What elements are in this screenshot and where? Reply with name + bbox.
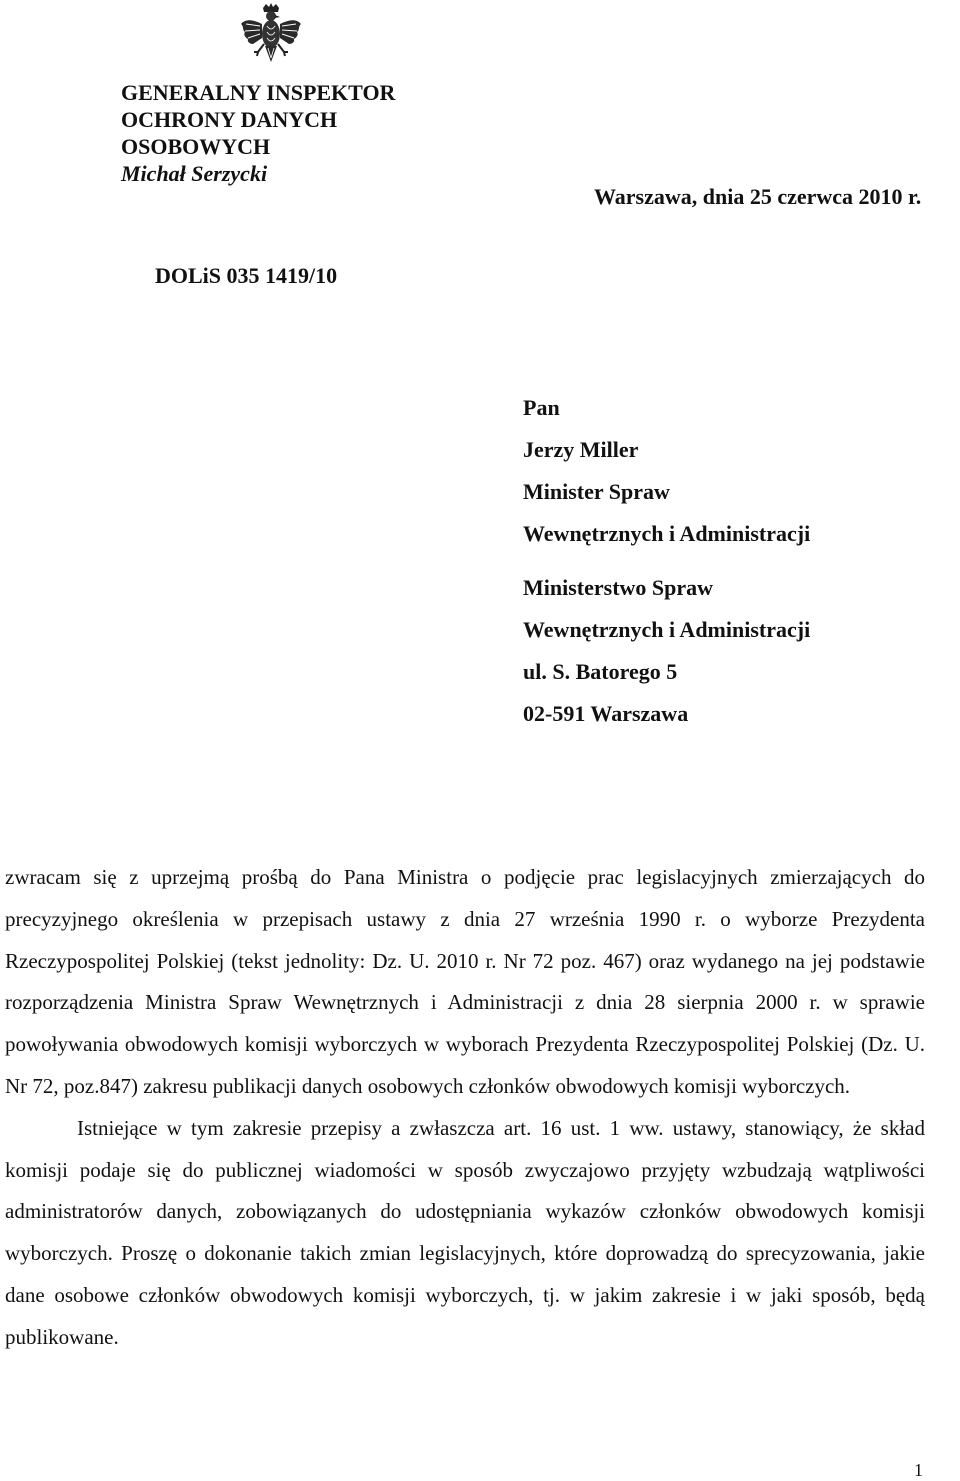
recipient-institution-2: Wewnętrznych i Administracji bbox=[523, 617, 811, 642]
emblem bbox=[238, 2, 304, 68]
polish-eagle-emblem-icon bbox=[238, 2, 304, 68]
recipient-title-2: Wewnętrznych i Administracji bbox=[523, 521, 811, 546]
page-number: 1 bbox=[914, 1460, 923, 1480]
recipient-street: ul. S. Batorego 5 bbox=[523, 659, 678, 684]
reference-number: DOLiS 035 1419/10 bbox=[155, 263, 338, 288]
recipient-salutation: Pan bbox=[523, 395, 560, 420]
recipient-title-1: Minister Spraw bbox=[523, 479, 670, 504]
recipient-block bbox=[523, 387, 810, 735]
recipient-name: Jerzy Miller bbox=[523, 437, 639, 462]
body-paragraph-2: Istniejące w tym zakresie przepisy a zwłaszcza art. 16 ust. 1 ww. ustawy, stanowiący, że skład komisji podaje się do publicznej wiadomości w sposób zwyczajowo przyjęty wzbudzają wątpliwości administratorów danych, zobowiązanych do udostępniania wykazów członków obwodowych komisji wyborczych. Proszę o dokonanie takich zmian legislacyjnych, które doprowadzą do sprecyzowania, jakie dane osobowe członków obwodowych komisji wyborczych, tj. w jakim zakresie i w jaki sposób, będą publikowane. bbox=[5, 1115, 925, 1349]
letter-body bbox=[5, 857, 925, 1359]
recipient-spacer bbox=[523, 555, 810, 567]
sender-block bbox=[121, 79, 395, 187]
sender-name: Michał Serzycki bbox=[121, 161, 268, 186]
recipient-institution-1: Ministerstwo Spraw bbox=[523, 575, 714, 600]
sender-line-2: OCHRONY DANYCH bbox=[121, 107, 338, 132]
sender-line-1: GENERALNY INSPEKTOR bbox=[121, 80, 396, 105]
sender-line-3: OSOBOWYCH bbox=[121, 134, 271, 159]
letter-date: Warszawa, dnia 25 czerwca 2010 r. bbox=[594, 184, 922, 209]
body-paragraph-1: zwracam się z uprzejmą prośbą do Pana Ministra o podjęcie prac legislacyjnych zmierzających do precyzyjnego określenia w przepisach ustawy z dnia 27 września 1990 r. o wyborze Prezydenta Rzeczypospolitej Polskiej (tekst jednolity: Dz. U. 2010 r. Nr 72 poz. 467) oraz wydanego na jej podstawie rozporządzenia Ministra Spraw Wewnętrznych i Administracji z dnia 28 sierpnia 2000 r. w sprawie powoływania obwodowych komisji wyborczych w wyborach Prezydenta Rzeczypospolitej Polskiej (Dz. U. Nr 72, poz.847) zakresu publikacji danych osobowych członków obwodowych komisji wyborczych. bbox=[5, 865, 925, 1098]
recipient-city: 02-591 Warszawa bbox=[523, 701, 689, 726]
